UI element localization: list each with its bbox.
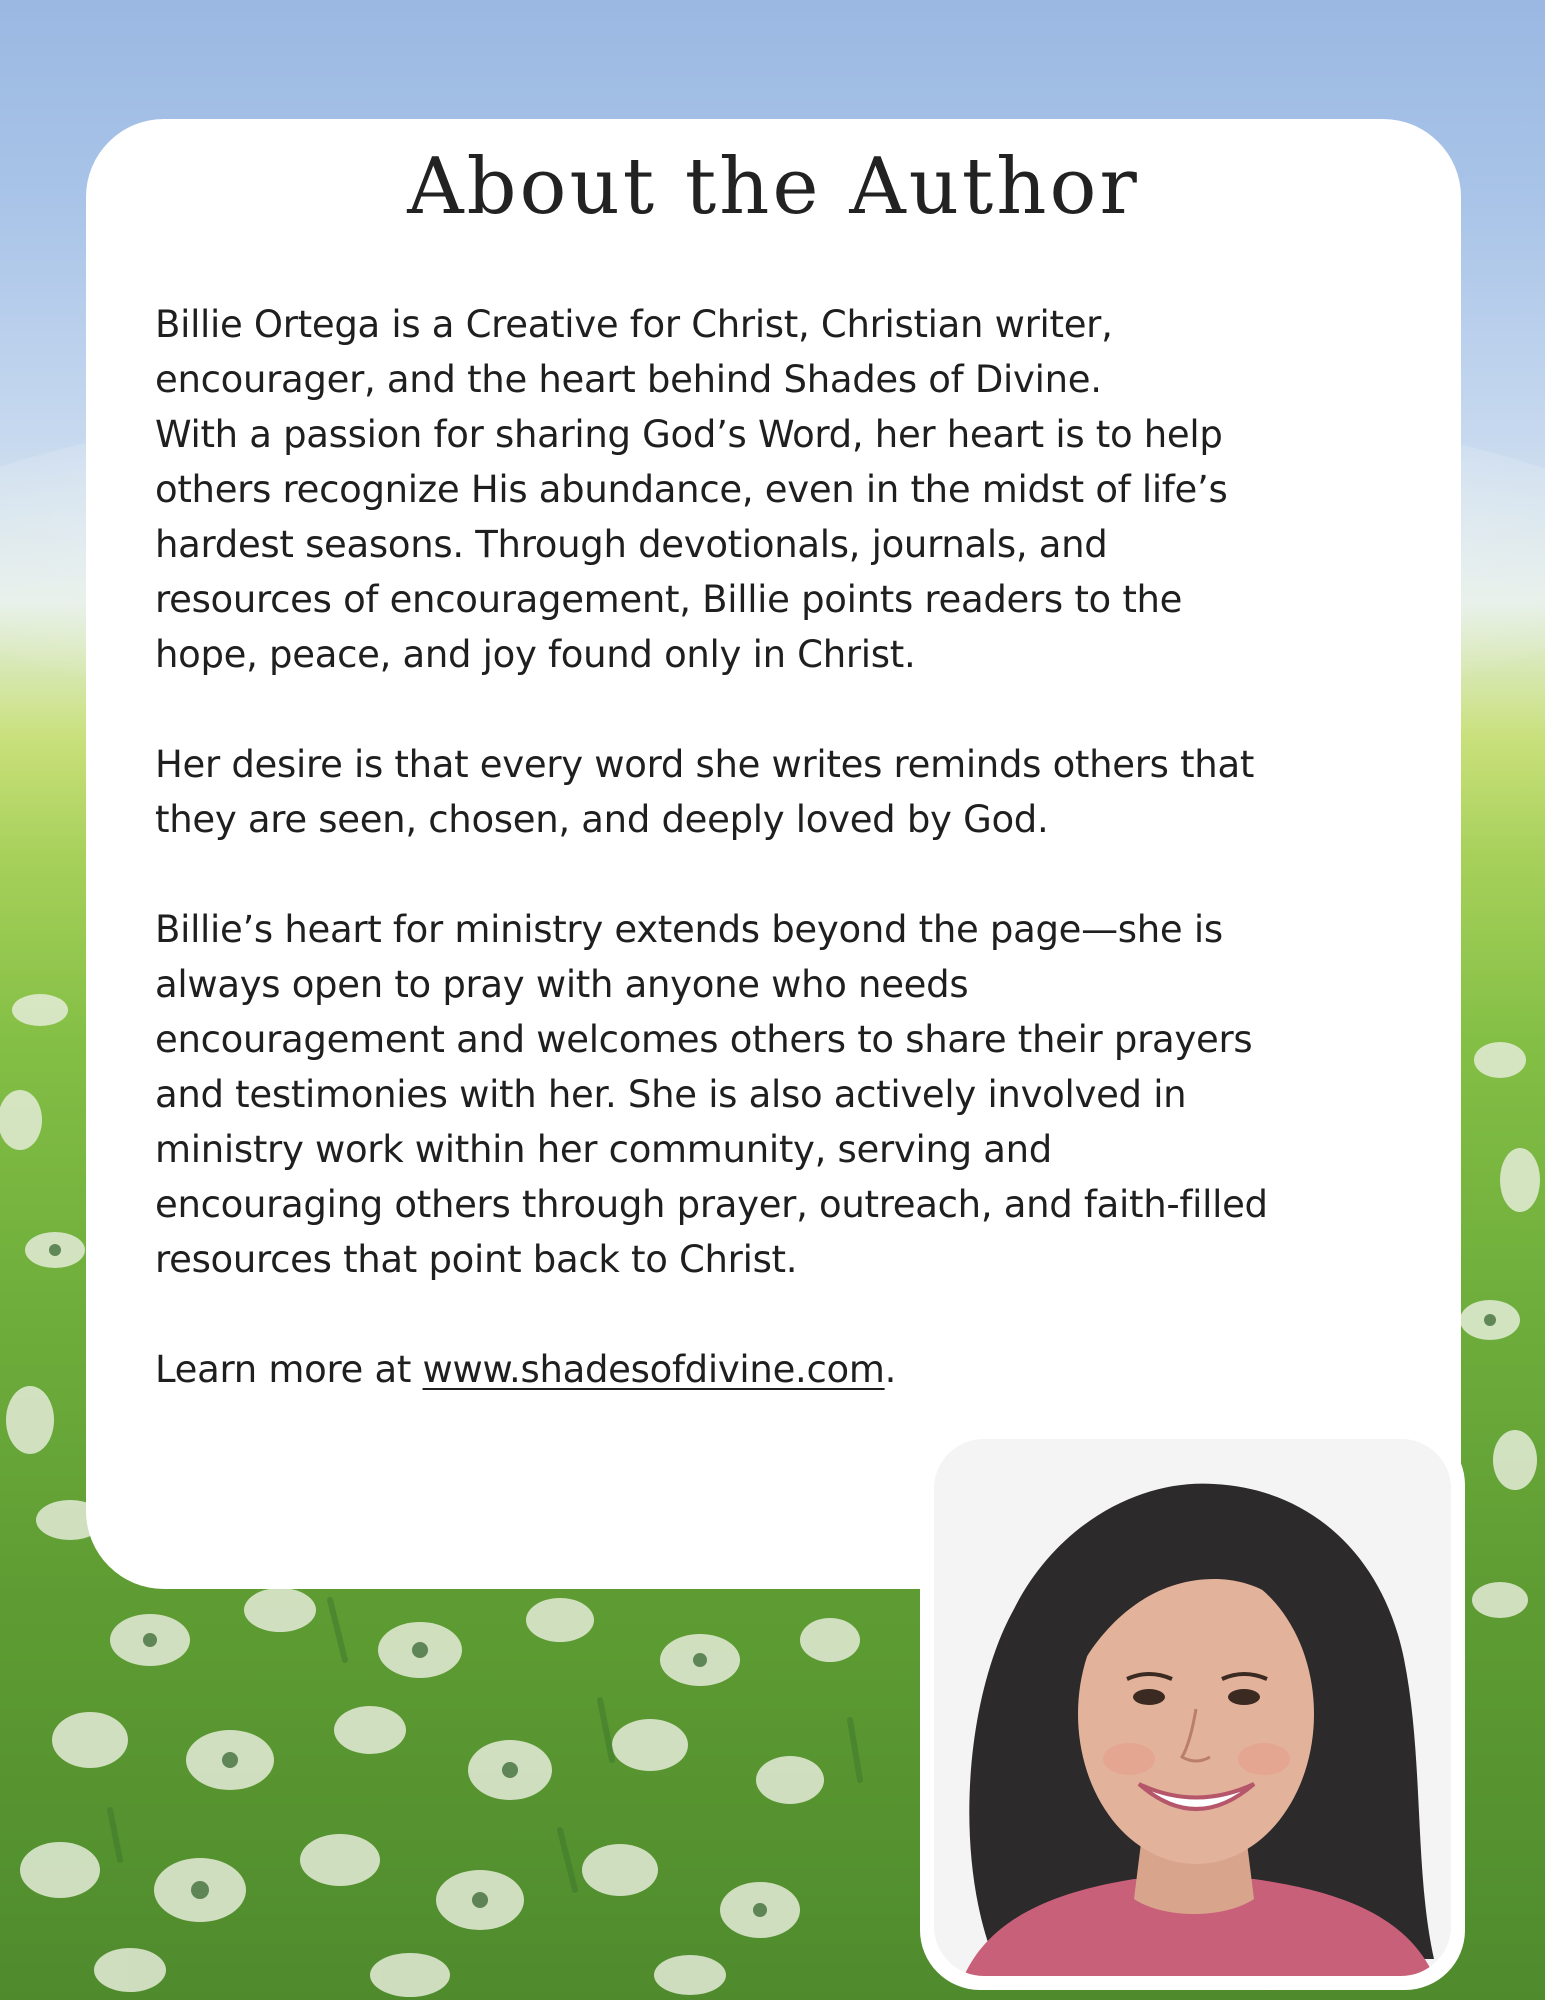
bio-line: hope, peace, and joy found only in Christ. [155,633,916,676]
learn-more-prefix: Learn more at [155,1348,423,1391]
bio-line: Billie’s heart for ministry extends beyond the page—she is [155,908,1223,951]
page-title: About the Author [407,142,1140,232]
bio-paragraph-3 [155,902,1415,1287]
bio-line: ministry work within her community, serving and [155,1128,1052,1171]
author-photo [934,1439,1451,1976]
bio-paragraph-1 [155,297,1415,682]
bio-line: Billie Ortega is a Creative for Christ, Christian writer, [155,303,1113,346]
bio-line: hardest seasons. Through devotionals, journals, and [155,523,1108,566]
bio-line: resources that point back to Christ. [155,1238,798,1281]
learn-more-line [155,1342,1415,1397]
author-bio [155,297,1415,1397]
bio-line: encouraging others through prayer, outreach, and faith-filled [155,1183,1268,1226]
author-portrait-illustration [934,1439,1451,1976]
author-photo-frame [920,1425,1465,1990]
bio-line: resources of encouragement, Billie points readers to the [155,578,1183,621]
bio-paragraph-2 [155,737,1415,847]
bio-line: With a passion for sharing God’s Word, her heart is to help [155,413,1223,456]
website-link[interactable]: www.shadesofdivine.com [422,1348,885,1391]
bio-line: encouragement and welcomes others to share their prayers [155,1018,1253,1061]
bio-line: they are seen, chosen, and deeply loved by God. [155,798,1049,841]
bio-line: encourager, and the heart behind Shades of Divine. [155,358,1102,401]
bio-line: always open to pray with anyone who needs [155,963,969,1006]
bio-line: and testimonies with her. She is also actively involved in [155,1073,1187,1116]
bio-line: others recognize His abundance, even in the midst of life’s [155,468,1228,511]
bio-line: Her desire is that every word she writes reminds others that [155,743,1255,786]
learn-more-suffix: . [884,1348,897,1391]
